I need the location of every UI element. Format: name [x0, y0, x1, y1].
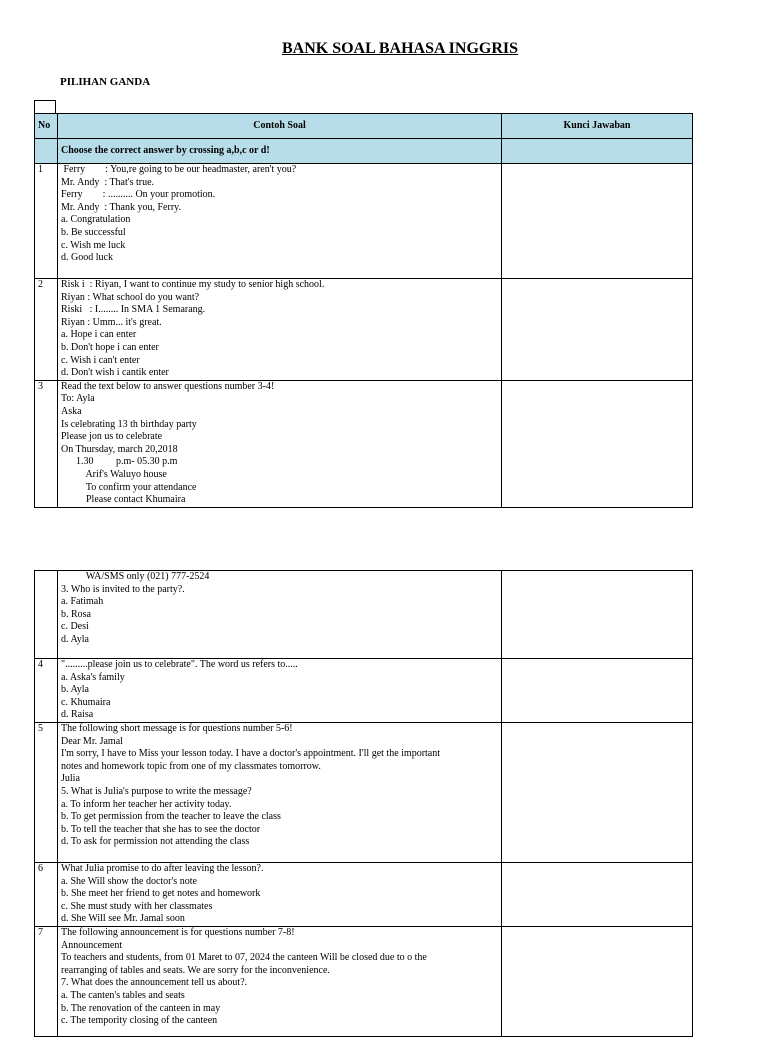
- question-line: Mr. Andy : That's true.: [61, 176, 155, 188]
- question-line: b. To tell the teacher that she has to see the doctor: [61, 823, 261, 835]
- question-line: The following announcement is for questions number 7-8!: [61, 926, 295, 938]
- header-question: Contoh Soal: [58, 114, 502, 139]
- question-row: [35, 571, 693, 659]
- question-line: Read the text below to answer questions number 3-4!: [61, 380, 275, 392]
- question-line: 3. Who is invited to the party?.: [61, 583, 185, 595]
- question-line: The following short message is for questions number 5-6!: [61, 722, 293, 734]
- question-number: 1: [35, 164, 58, 279]
- question-line: a. She Will show the doctor's note: [61, 875, 197, 887]
- instruction-text: Choose the correct answer by crossing a,b,c or d!: [58, 139, 502, 164]
- question-line: WA/SMS only (021) 777-2524: [61, 571, 210, 582]
- question-line: c. Khumaira: [61, 696, 111, 708]
- question-line: Riyan : What school do you want?: [61, 291, 200, 303]
- question-line: Dear Mr. Jamal: [61, 735, 123, 747]
- question-line: What Julia promise to do after leaving the lesson?.: [61, 862, 264, 874]
- question-line: Aska: [61, 405, 82, 417]
- question-text: [58, 164, 502, 279]
- question-line: b. The renovation of the canteen in may: [61, 1002, 221, 1014]
- question-line: a. Hope i can enter: [61, 329, 137, 341]
- question-line: Julia: [61, 773, 80, 785]
- question-number: 2: [35, 279, 58, 381]
- question-text: [58, 722, 502, 862]
- document-title: BANK SOAL BAHASA INGGRIS: [281, 40, 519, 57]
- question-line: b. Ayla: [61, 684, 89, 696]
- question-line: d. Don't wish i cantik enter: [61, 367, 169, 379]
- question-line: a. Aska's family: [61, 671, 125, 683]
- question-text: [58, 659, 502, 723]
- question-line: Ferry : .......... On your promotion.: [61, 189, 216, 201]
- question-row: [35, 380, 693, 507]
- question-number: [35, 571, 58, 659]
- question-line: c. Desi: [61, 621, 89, 633]
- header-key: Kunci Jawaban: [502, 114, 693, 139]
- question-line: ".........please join us to celebrate". The word us refers to.....: [61, 659, 298, 670]
- question-number: 3: [35, 380, 58, 507]
- question-table-1: [34, 113, 693, 508]
- question-row: [35, 164, 693, 279]
- question-text: [58, 571, 502, 659]
- answer-key-cell: [502, 926, 693, 1036]
- question-row: [35, 722, 693, 862]
- instruction-no: [35, 139, 58, 164]
- question-line: Ferry : You,re going to be our headmaster, aren't you?: [61, 164, 297, 175]
- question-line: d. To ask for permission not attending the class: [61, 836, 250, 848]
- answer-key-cell: [502, 571, 693, 659]
- question-number: 4: [35, 659, 58, 723]
- question-line: c. Wish i can't enter: [61, 354, 140, 366]
- answer-key-cell: [502, 722, 693, 862]
- question-line: Risk i : Riyan, I want to continue my study to senior high school.: [61, 279, 325, 290]
- question-line: To confirm your attendance: [61, 481, 197, 493]
- question-line: d. Raisa: [61, 709, 94, 721]
- question-line: c. She must study with her classmates: [61, 900, 213, 912]
- question-row: [35, 862, 693, 926]
- question-line: a. Congratulation: [61, 214, 131, 226]
- answer-key-cell: [502, 380, 693, 507]
- question-line: 5. What is Julia's purpose to write the message?: [61, 785, 252, 797]
- question-number: 6: [35, 862, 58, 926]
- question-line: Is celebrating 13 th birthday party: [61, 418, 197, 430]
- question-line: a. The canten's tables and seats: [61, 989, 185, 1001]
- question-text: [58, 279, 502, 381]
- question-line: rearranging of tables and seats. We are sorry for the inconvenience.: [61, 964, 330, 976]
- instruction-row: [35, 139, 693, 164]
- corner-box: [34, 100, 56, 113]
- question-text: [58, 862, 502, 926]
- question-line: Riski : I........ In SMA 1 Semarang.: [61, 304, 206, 316]
- answer-key-cell: [502, 279, 693, 381]
- question-line: 7. What does the announcement tell us about?.: [61, 977, 248, 989]
- question-row: [35, 279, 693, 381]
- question-line: I'm sorry, I have to Miss your lesson today. I have a doctor's appointment. I'll get the important: [61, 748, 441, 760]
- question-line: b. Rosa: [61, 608, 91, 620]
- question-row: [35, 659, 693, 723]
- question-line: notes and homework topic from one of my classmates tomorrow.: [61, 760, 321, 772]
- answer-key-cell: [502, 862, 693, 926]
- question-line: a. Fatimah: [61, 596, 104, 608]
- question-text: [58, 380, 502, 507]
- question-text: [58, 926, 502, 1036]
- question-line: To teachers and students, from 01 Maret to 07, 2024 the canteen Will be closed due to o the: [61, 952, 427, 964]
- question-line: d. Ayla: [61, 633, 89, 645]
- question-line: d. Good luck: [61, 252, 113, 264]
- question-line: a. To inform her teacher her activity today.: [61, 798, 232, 810]
- header-no: No: [35, 114, 58, 139]
- question-line: 1.30 p.m- 05.30 p.m: [61, 456, 178, 468]
- question-line: Riyan : Umm... it's great.: [61, 316, 162, 328]
- question-line: b. To get permission from the teacher to leave the class: [61, 811, 281, 823]
- question-line: Please contact Khumaira: [61, 494, 186, 506]
- question-line: b. She meet her friend to get notes and homework: [61, 888, 261, 900]
- answer-key-cell: [502, 659, 693, 723]
- answer-key-cell: [502, 164, 693, 279]
- question-line: Announcement: [61, 939, 123, 951]
- question-number: 5: [35, 722, 58, 862]
- question-number: 7: [35, 926, 58, 1036]
- question-line: d. She Will see Mr. Jamal soon: [61, 913, 185, 925]
- question-table-2: [34, 570, 693, 1037]
- question-line: On Thursday, march 20,2018: [61, 443, 178, 455]
- table-header-row: [35, 114, 693, 139]
- question-line: c. Wish me luck: [61, 239, 126, 251]
- question-line: Mr. Andy : Thank you, Ferry.: [61, 201, 181, 213]
- question-line: b. Don't hope i can enter: [61, 341, 159, 353]
- question-line: Arif's Waluyo house: [61, 468, 167, 480]
- instruction-key: [502, 139, 693, 164]
- question-line: b. Be successful: [61, 226, 126, 238]
- question-line: To: Ayla: [61, 393, 95, 405]
- section-title: PILIHAN GANDA: [60, 76, 151, 88]
- question-row: [35, 926, 693, 1036]
- question-line: c. The tempority closing of the canteen: [61, 1015, 218, 1027]
- question-line: Please jon us to celebrate: [61, 431, 163, 443]
